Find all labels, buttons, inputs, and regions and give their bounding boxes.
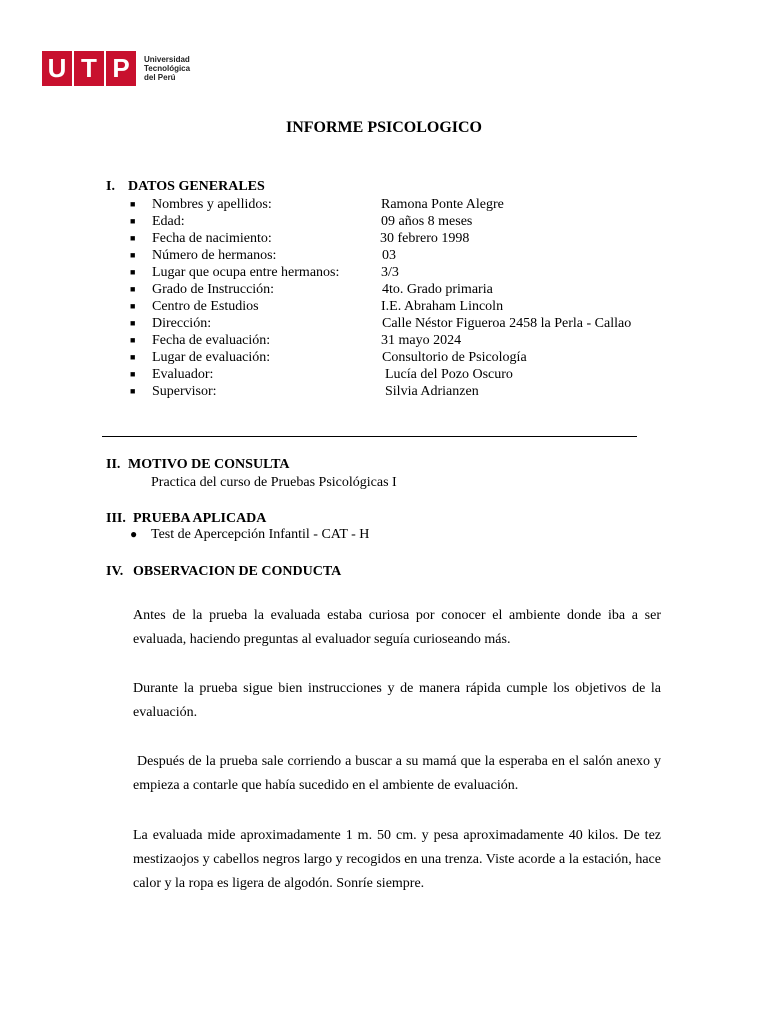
- item-value: Ramona Ponte Alegre: [381, 197, 504, 212]
- square-bullet-icon: ■: [130, 369, 136, 379]
- document-title: INFORME PSICOLOGICO: [285, 119, 482, 136]
- section-1-title: DATOS GENERALES: [128, 179, 265, 194]
- item-value: 4to. Grado primaria: [382, 282, 493, 297]
- prueba-item-text: Test de Apercepción Infantil - CAT - H: [151, 527, 370, 542]
- section-4-number: IV.: [106, 564, 124, 579]
- item-label: Nombres y apellidos:: [152, 197, 272, 212]
- section-4-heading: [106, 564, 341, 580]
- square-bullet-icon: ■: [130, 267, 136, 277]
- square-bullet-icon: ■: [130, 250, 136, 260]
- observation-paragraph-3: Después de la prueba sale corriendo a buscar a su mamá que la esperaba en el salón anexo y empieza a contarle que había sucedido en el ambiente de evaluación.: [133, 754, 665, 793]
- item-value: Consultorio de Psicología: [382, 350, 527, 365]
- round-bullet-icon: ●: [130, 527, 138, 541]
- motivo-text: Practica del curso de Pruebas Psicológicas I: [151, 475, 397, 490]
- item-label: Supervisor:: [152, 384, 217, 399]
- item-label: Lugar que ocupa entre hermanos:: [152, 265, 340, 280]
- item-value: Calle Néstor Figueroa 2458 la Perla - Callao: [382, 316, 632, 331]
- square-bullet-icon: ■: [130, 301, 136, 311]
- section-3-title: PRUEBA APLICADA: [133, 511, 267, 526]
- section-2-title: MOTIVO DE CONSULTA: [128, 457, 290, 472]
- square-bullet-icon: ■: [130, 352, 136, 362]
- item-label: Dirección:: [152, 316, 212, 331]
- item-label: Lugar de evaluación:: [152, 350, 271, 365]
- square-bullet-icon: ■: [130, 318, 136, 328]
- item-value: I.E. Abraham Lincoln: [381, 299, 504, 314]
- square-bullet-icon: ■: [130, 233, 136, 243]
- horizontal-divider: [102, 436, 637, 437]
- logo-text: [144, 55, 190, 82]
- logo-letter-u: U: [42, 51, 72, 86]
- logo-text-line-2: Tecnológica: [144, 64, 191, 73]
- square-bullet-icon: ■: [130, 199, 136, 209]
- item-value: Silvia Adrianzen: [385, 384, 479, 399]
- section-3-number: III.: [106, 511, 126, 526]
- item-label: Grado de Instrucción:: [152, 282, 275, 297]
- item-value: 09 años 8 meses: [381, 214, 473, 229]
- observation-paragraph-2: Durante la prueba sigue bien instrucciones y de manera rápida cumple los objetivos de la evaluación.: [133, 681, 661, 720]
- square-bullet-icon: ■: [130, 216, 136, 226]
- item-label: Fecha de nacimiento:: [152, 231, 272, 246]
- square-bullet-icon: ■: [130, 335, 136, 345]
- item-value: 30 febrero 1998: [380, 231, 470, 246]
- square-bullet-icon: ■: [130, 284, 136, 294]
- logo-text-line-3: del Perú: [144, 73, 176, 82]
- item-value: 31 mayo 2024: [381, 333, 462, 348]
- section-1-heading: [106, 179, 265, 195]
- item-label: Fecha de evaluación:: [152, 333, 271, 348]
- section-1-number: I.: [106, 179, 115, 194]
- item-value: 3/3: [381, 265, 399, 280]
- logo-letter-p: P: [106, 51, 136, 86]
- item-label: Número de hermanos:: [152, 248, 277, 263]
- section-2-number: II.: [106, 457, 121, 472]
- item-label: Evaluador:: [152, 367, 214, 382]
- logo-text-line-1: Universidad: [144, 55, 190, 64]
- section-3-heading: [106, 511, 266, 527]
- item-label: Edad:: [152, 214, 185, 229]
- prueba-item: [130, 527, 369, 543]
- item-label: Centro de Estudios: [152, 299, 259, 314]
- utp-logo: [42, 51, 190, 86]
- item-value: 03: [382, 248, 396, 263]
- section-4-title: OBSERVACION DE CONDUCTA: [133, 564, 342, 579]
- logo-letter-t: T: [74, 51, 104, 86]
- observation-paragraph-1: Antes de la prueba la evaluada estaba curiosa por conocer el ambiente donde iba a ser evaluada, haciendo preguntas al evaluador seguía curioseando más.: [133, 608, 661, 647]
- item-value: Lucía del Pozo Oscuro: [385, 367, 513, 382]
- observation-paragraph-4: La evaluada mide aproximadamente 1 m. 50 cm. y pesa aproximadamente 40 kilos. De tez mestizaojos y cabellos negros largo y recogidos en una trenza. Viste acorde a la estación, hace calor y la ropa es ligera de algodón. Sonríe siempre.: [133, 828, 661, 891]
- square-bullet-icon: ■: [130, 386, 136, 396]
- section-2-heading: [106, 457, 290, 473]
